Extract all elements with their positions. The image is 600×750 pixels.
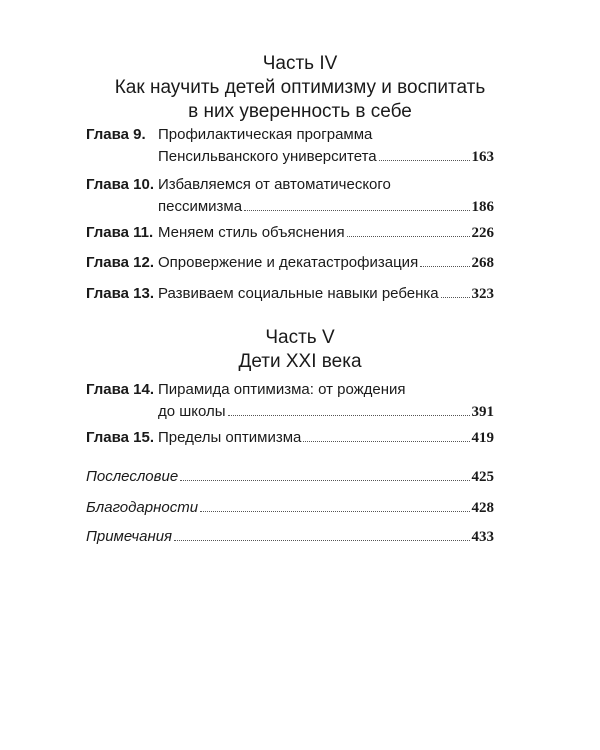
chapter-label: Глава 11. [86, 224, 154, 241]
page-number: 268 [471, 255, 494, 271]
toc-entry-acknowledgements[interactable] [86, 497, 494, 519]
toc-entry-chapter-14[interactable] [86, 379, 494, 423]
chapter-title: Пределы оптимизма [158, 429, 302, 446]
chapter-title: Меняем стиль объяснения [158, 224, 345, 241]
page-number: 419 [471, 430, 494, 446]
chapter-title-cont: до школы [158, 403, 226, 420]
chapter-title: Опровержение и декатастрофизация [158, 254, 419, 271]
toc-entry-chapter-12[interactable] [86, 252, 494, 274]
part-4-number: Часть IV [262, 53, 338, 74]
part-4-title-line-1: Как научить детей оптимизму и воспитать [114, 77, 486, 98]
toc-entry-chapter-13[interactable] [86, 283, 494, 305]
part-4-title-line-2: в них уверенность в себе [188, 101, 412, 122]
part-4-heading [60, 52, 540, 124]
dot-leader [244, 209, 469, 211]
part-5-title: Дети XXI века [238, 351, 362, 372]
toc-entry-chapter-11[interactable] [86, 222, 494, 244]
dot-leader [180, 479, 469, 481]
page-number: 428 [471, 500, 494, 516]
dot-leader [228, 414, 470, 416]
toc-entry-chapter-9[interactable] [86, 124, 494, 168]
toc-entry-notes[interactable] [86, 526, 494, 548]
chapter-label: Глава 13. [86, 285, 155, 302]
page-number: 433 [471, 529, 494, 545]
dot-leader [200, 510, 469, 512]
chapter-label: Глава 9. [86, 126, 146, 143]
page-number: 226 [471, 225, 494, 241]
dot-leader [441, 296, 470, 298]
page-number: 391 [471, 404, 494, 420]
chapter-title: Избавляемся от автоматического [158, 176, 391, 193]
page-number: 323 [471, 286, 494, 302]
backmatter-title: Послесловие [86, 468, 179, 485]
page-number: 425 [471, 469, 494, 485]
backmatter-title: Благодарности [86, 499, 199, 516]
chapter-label: Глава 12. [86, 254, 155, 271]
dot-leader [347, 235, 470, 237]
chapter-title: Развиваем социальные навыки ребенка [158, 285, 439, 302]
page-number: 186 [471, 199, 494, 215]
toc-entry-chapter-15[interactable] [86, 427, 494, 449]
dot-leader [174, 539, 469, 541]
chapter-label: Глава 14. [86, 381, 155, 398]
chapter-title: Пирамида оптимизма: от рождения [158, 381, 406, 398]
part-5-heading [60, 326, 540, 374]
dot-leader [420, 265, 469, 267]
page-number: 163 [471, 149, 494, 165]
dot-leader [379, 159, 470, 161]
toc-entry-chapter-10[interactable] [86, 174, 494, 218]
chapter-label: Глава 15. [86, 429, 155, 446]
dot-leader [303, 440, 469, 442]
chapter-label: Глава 10. [86, 176, 155, 193]
backmatter-title: Примечания [86, 528, 173, 545]
part-5-number: Часть V [265, 327, 335, 348]
toc-entry-afterword[interactable] [86, 466, 494, 488]
chapter-title-cont: пессимизма [158, 198, 243, 215]
chapter-title: Профилактическая программа [158, 126, 373, 143]
chapter-title-cont: Пенсильванского университета [158, 148, 377, 165]
